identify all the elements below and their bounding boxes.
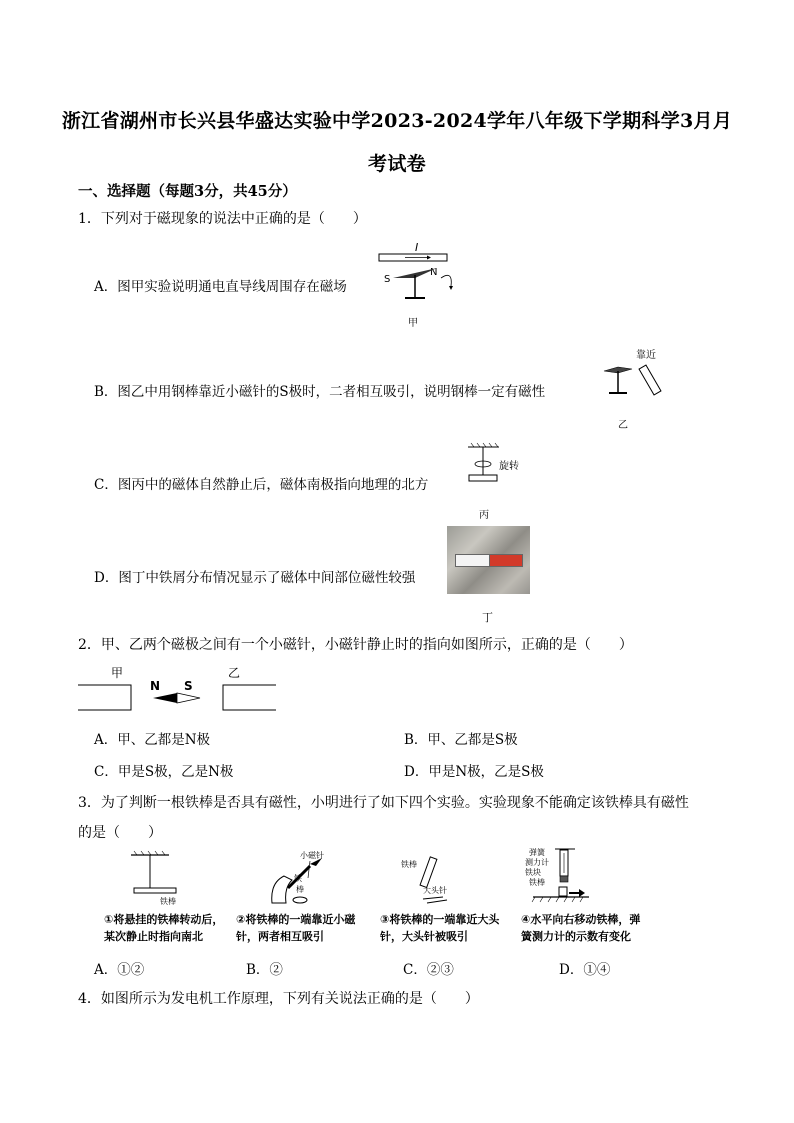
magnet-jia-label: 甲 [111,666,124,680]
q2-option-c: C．甲是S极，乙是N极 [94,764,234,780]
figure-bing [463,442,538,522]
q3-fig1-caption-1: ①将悬挂的铁棒转动后， [104,913,224,926]
q2-option-a: A．甲、乙都是N极 [94,732,211,748]
figure-q3-4 [525,846,597,908]
current-label: I [415,241,419,254]
iron-bar-tag: 铁棒 [160,897,176,906]
q3-option-d: D．①④ [559,962,611,978]
n-pole-label: N [430,267,438,278]
q1-option-a: A．图甲实验说明通电直导线周围存在磁场 [94,279,347,295]
q2-option-d: D．甲是N极，乙是S极 [404,764,544,780]
fig-jia-label: 甲 [408,318,418,329]
q1-option-d: D．图丁中铁屑分布情况显示了磁体中间部位磁性较强 [94,570,416,586]
iron-tag-2: 棒 [296,885,304,894]
question-3-stem-line1: 3．为了判断一根铁棒是否具有磁性，小明进行了如下四个实验。实验现象不能确定该铁棒具有磁性 [78,795,689,811]
needle-s-label: S [184,679,193,693]
figure-q3-2 [262,848,342,908]
page-title: 浙江省湖州市长兴县华盛达实验中学2023-2024学年八年级下学期科学3月月 [61,110,733,132]
figure-jia [375,240,470,335]
fig-ding-label: 丁 [482,611,493,624]
q3-fig3-caption-1: ③将铁棒的一端靠近大头 [380,913,500,926]
scale-tag: 测力计 [525,858,549,867]
q3-fig1-caption-2: 某次静止时指向南北 [104,930,203,943]
q3-option-b: B．② [246,962,283,978]
figure-q3-1 [125,850,185,910]
iron-tag-1: 铁 [294,874,302,883]
figure-yi [596,345,676,435]
q1-option-c: C．图丙中的磁体自然静止后，磁体南极指向地理的北方 [94,477,429,493]
needle-n-label: N [150,679,161,693]
magnet-red-half [489,554,523,567]
fig-yi-label: 乙 [618,420,628,431]
small-needle-tag: 小磁针 [300,851,324,860]
magnet-white-half [455,554,491,567]
section-heading: 一、选择题（每题3分，共45分） [78,183,297,200]
q2-option-b: B．甲、乙都是S极 [404,732,518,748]
fig-bing-label: 丙 [479,510,489,521]
q3-fig2-caption-2: 针，两者相互吸引 [236,930,324,943]
iron-block-tag: 铁块 [525,868,541,877]
q3-fig2-caption-1: ②将铁棒的一端靠近小磁 [236,913,356,926]
iron-bar-tag: 铁棒 [529,878,545,887]
page-title-line2: 考试卷 [368,153,426,175]
question-4-stem: 4．如图所示为发电机工作原理，下列有关说法正确的是（ ） [78,991,479,1007]
q3-option-c: C．②③ [403,962,454,978]
iron-bar-tag: 铁棒 [401,860,417,869]
q3-fig4-caption-2: 簧测力计的示数有变化 [521,930,631,943]
magnet-yi-label: 乙 [228,666,241,680]
q3-option-a: A．①② [94,962,145,978]
q1-option-b: B．图乙中用钢棒靠近小磁针的S极时，二者相互吸引，说明钢棒一定有磁性 [94,384,546,400]
q3-fig4-caption-1: ④水平向右移动铁棒，弹 [521,913,641,926]
question-1-stem: 1．下列对于磁现象的说法中正确的是（ ） [78,211,367,227]
figure-q2-magnets [78,665,278,713]
figure-q3-3 [395,853,475,908]
question-2-stem: 2．甲、乙两个磁极之间有一个小磁针，小磁针静止时的指向如图所示，正确的是（ ） [78,637,633,653]
q3-fig3-caption-2: 针，大头针被吸引 [380,930,468,943]
spring-tag: 弹簧 [529,848,545,857]
approach-label: 靠近 [636,350,656,361]
question-3-stem-line2: 的是（ ） [78,825,162,841]
s-pole-label: S [384,274,391,285]
figure-ding-photo [447,526,530,594]
rotate-label: 旋转 [499,461,519,472]
pin-tag: 大头针 [423,886,447,895]
